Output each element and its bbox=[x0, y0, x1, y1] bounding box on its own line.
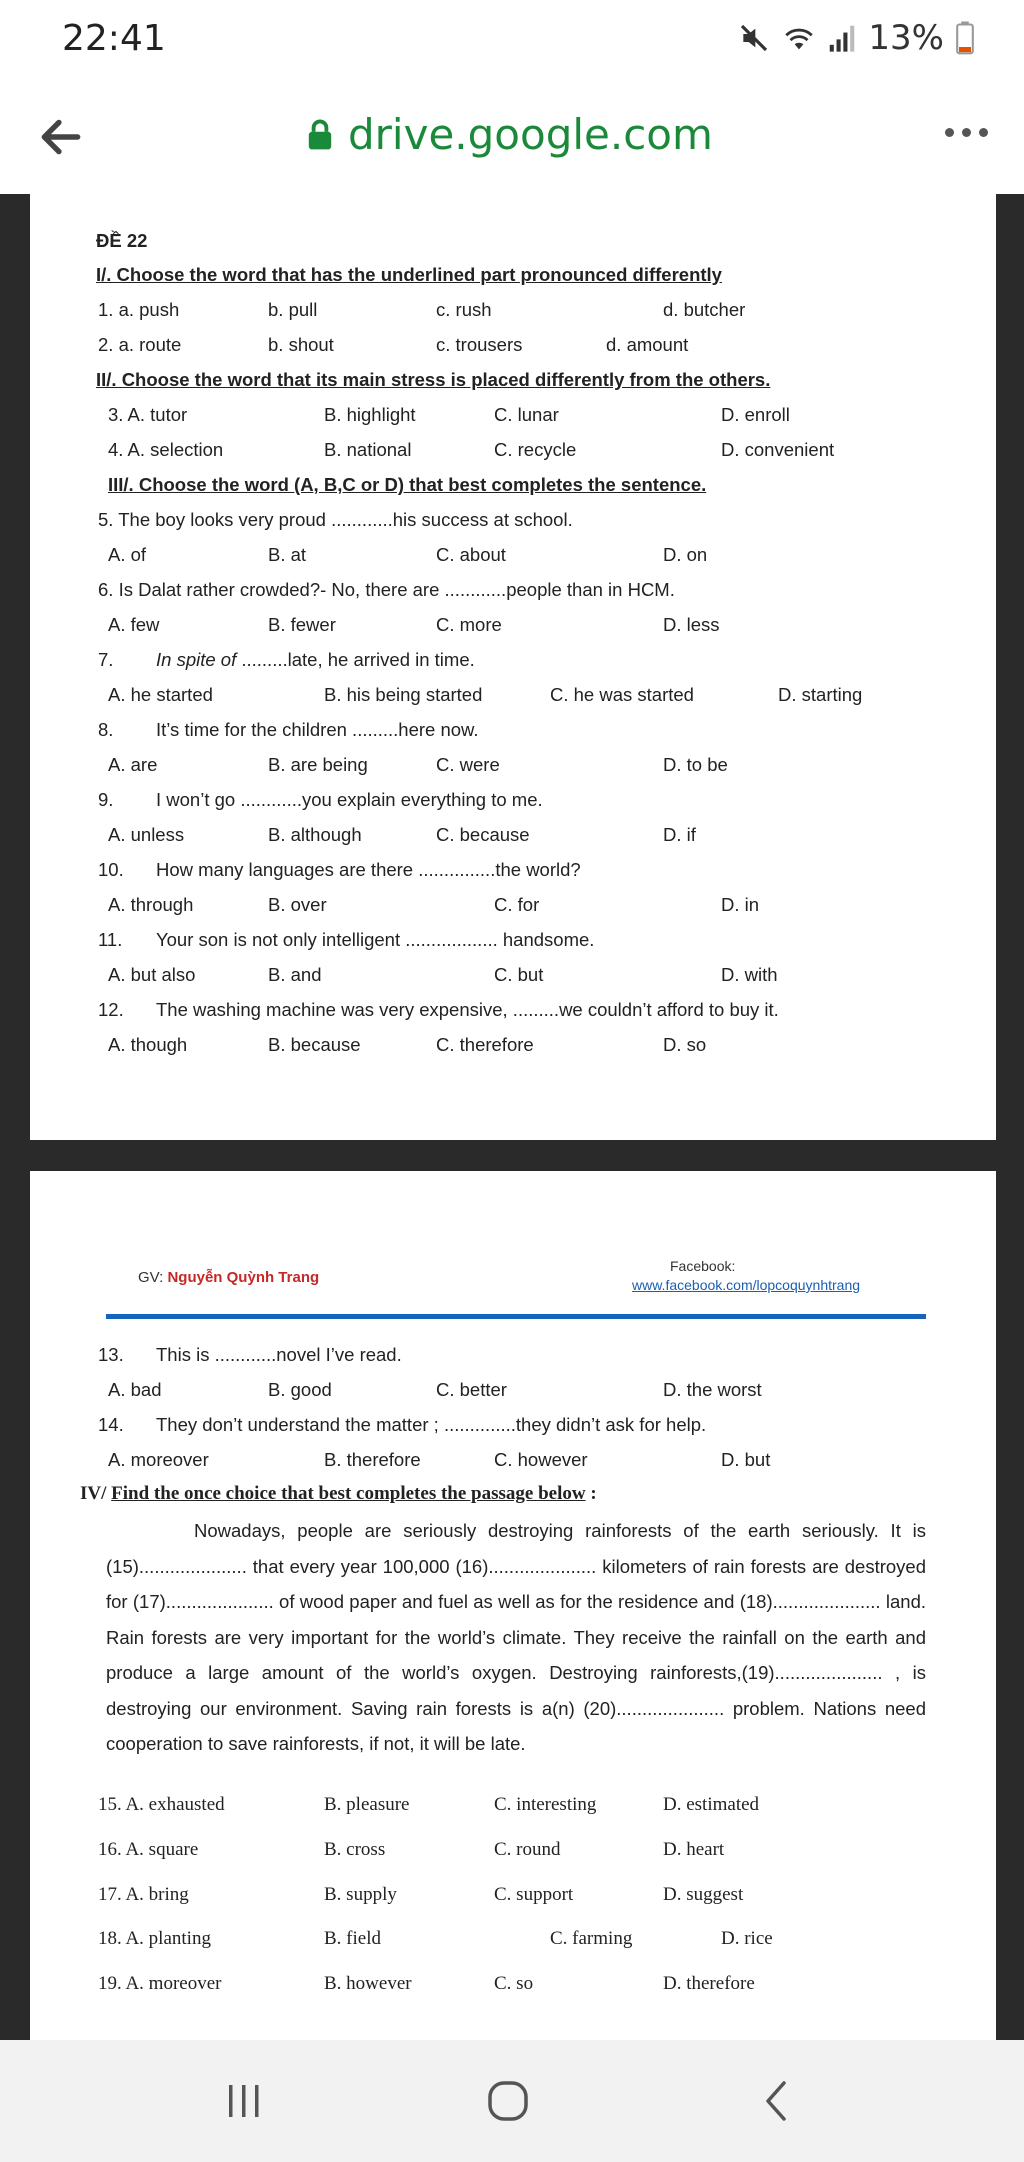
option: B. however bbox=[324, 1973, 412, 1994]
option: d. amount bbox=[606, 334, 689, 355]
question-text: 5. The boy looks very proud ............his success at school. bbox=[98, 509, 573, 530]
option: D. if bbox=[663, 824, 696, 845]
option: C. therefore bbox=[436, 1034, 534, 1055]
option: D. with bbox=[721, 964, 778, 985]
url-text: drive.google.com bbox=[348, 110, 713, 159]
dot-icon bbox=[945, 128, 954, 137]
signal-icon bbox=[828, 23, 856, 53]
option: c. trousers bbox=[436, 334, 523, 355]
status-time: 22:41 bbox=[62, 18, 166, 59]
question-text: How many languages are there ...............the world? bbox=[156, 859, 581, 880]
question-text: In spite of .........late, he arrived in time. bbox=[156, 649, 475, 670]
question-number: 7. bbox=[98, 649, 114, 670]
option: C. more bbox=[436, 614, 502, 635]
status-icons bbox=[738, 18, 974, 58]
option: A. of bbox=[108, 544, 147, 565]
question-text: This is ............novel I’ve read. bbox=[156, 1344, 402, 1365]
option: B. his being started bbox=[324, 684, 483, 705]
option: A. moreover bbox=[108, 1449, 209, 1470]
back-button[interactable] bbox=[36, 112, 86, 162]
recent-apps-icon bbox=[224, 2081, 264, 2121]
option: B. at bbox=[268, 544, 307, 565]
question-text: 6. Is Dalat rather crowded?- No, there are ............people than in HCM. bbox=[98, 579, 675, 600]
option: A. few bbox=[108, 614, 160, 635]
option: C. better bbox=[436, 1379, 507, 1400]
dot-icon bbox=[962, 128, 971, 137]
option: D. starting bbox=[778, 684, 863, 705]
question-text: They don’t understand the matter ; ..............they didn’t ask for help. bbox=[156, 1414, 707, 1435]
option: C. but bbox=[494, 964, 544, 985]
section-4-heading: IV/ Find the once choice that best completes the passage below : bbox=[80, 1483, 597, 1504]
option: 3. A. tutor bbox=[108, 404, 188, 425]
option: C. were bbox=[436, 754, 500, 775]
facebook-link[interactable]: www.facebook.com/lopcoquynhtrang bbox=[632, 1277, 861, 1293]
mute-icon bbox=[738, 22, 770, 54]
document-page-2 bbox=[30, 1171, 996, 2040]
option: A. but also bbox=[108, 964, 196, 985]
option: B. pleasure bbox=[324, 1794, 410, 1815]
question-number: 13. bbox=[98, 1344, 124, 1365]
option: 18. A. planting bbox=[98, 1928, 211, 1949]
option: B. field bbox=[324, 1928, 381, 1949]
option: A. are bbox=[108, 754, 158, 775]
option: C. recycle bbox=[494, 439, 577, 460]
back-nav-button[interactable] bbox=[716, 2040, 836, 2162]
option: C. for bbox=[494, 894, 540, 915]
question-number: 8. bbox=[98, 719, 114, 740]
option: B. good bbox=[268, 1379, 332, 1400]
option: 15. A. exhausted bbox=[98, 1794, 225, 1815]
more-options-button[interactable] bbox=[945, 128, 988, 137]
option: B. and bbox=[268, 964, 322, 985]
option: B. therefore bbox=[324, 1449, 421, 1470]
system-navigation-bar bbox=[0, 2040, 1024, 2162]
option: 2. a. route bbox=[98, 334, 182, 355]
option: C. farming bbox=[550, 1928, 633, 1949]
option: 4. A. selection bbox=[108, 439, 224, 460]
option: B. although bbox=[268, 824, 362, 845]
option: 17. A. bring bbox=[98, 1884, 189, 1905]
option: A. though bbox=[108, 1034, 188, 1055]
option: C. because bbox=[436, 824, 530, 845]
document-viewer[interactable] bbox=[0, 194, 1024, 2040]
option: C. interesting bbox=[494, 1794, 597, 1815]
option: B. fewer bbox=[268, 614, 336, 635]
option: A. he started bbox=[108, 684, 213, 705]
option: D. on bbox=[663, 544, 708, 565]
option: D. heart bbox=[663, 1839, 725, 1860]
option: b. shout bbox=[268, 334, 334, 355]
question-number: 12. bbox=[98, 999, 124, 1020]
document-page-1 bbox=[30, 194, 996, 1140]
option: B. highlight bbox=[324, 404, 416, 425]
wifi-icon bbox=[782, 23, 816, 53]
question-text: The washing machine was very expensive, .........we couldn’t afford to buy it. bbox=[156, 999, 779, 1020]
option: D. estimated bbox=[663, 1794, 760, 1815]
facebook-label: Facebook: bbox=[670, 1258, 736, 1274]
option: C. about bbox=[436, 544, 506, 565]
question-number: 14. bbox=[98, 1414, 124, 1435]
option: C. round bbox=[494, 1839, 561, 1860]
browser-toolbar bbox=[0, 80, 1024, 195]
option: A. through bbox=[108, 894, 194, 915]
teacher-credit: GV: Nguyễn Quỳnh Trang bbox=[138, 1269, 320, 1286]
option: B. cross bbox=[324, 1839, 386, 1860]
question-number: 11. bbox=[98, 929, 123, 950]
reading-passage: Nowadays, people are seriously destroying rainforests of the earth seriously. It is (15)..................... that every year 100,000 (16)..................... kilometers of rain forests are destroyed for (17)..................... of wood paper and fuel as well as for the residence and (18)..................... land. Rain forests are very important for the world’s climate. They receive the rainfall on the earth and produce a large amount of the world’s oxygen. Destroying rainforests,(19)..................... , is destroying our environment. Saving rain forests is a(n) (20)..................... problem. Nations need cooperation to save rainforests, if not, it will be late. bbox=[106, 1520, 926, 1754]
section-3-heading: III/. Choose the word (A, B,C or D) that best completes the sentence. bbox=[108, 474, 707, 495]
option: B. because bbox=[268, 1034, 361, 1055]
recent-apps-button[interactable] bbox=[184, 2040, 304, 2162]
battery-icon bbox=[956, 21, 974, 55]
option: D. but bbox=[721, 1449, 771, 1470]
option: B. supply bbox=[324, 1884, 397, 1905]
exam-title: ĐỀ 22 bbox=[96, 230, 148, 251]
section-1-heading: I/. Choose the word that has the underlined part pronounced differently bbox=[96, 264, 722, 285]
header-rule bbox=[106, 1314, 926, 1319]
question-text: Your son is not only intelligent .................. handsome. bbox=[156, 929, 595, 950]
option: D. less bbox=[663, 614, 720, 635]
option: 16. A. square bbox=[98, 1839, 199, 1860]
option: B. national bbox=[324, 439, 412, 460]
lock-icon bbox=[306, 119, 334, 151]
question-number: 10. bbox=[98, 859, 124, 880]
home-icon bbox=[484, 2077, 532, 2125]
option: c. rush bbox=[436, 299, 492, 320]
option: B. over bbox=[268, 894, 327, 915]
battery-percent: 13% bbox=[868, 18, 944, 58]
option: D. in bbox=[721, 894, 760, 915]
option: b. pull bbox=[268, 299, 318, 320]
option: D. the worst bbox=[663, 1379, 762, 1400]
question-text: It’s time for the children .........here now. bbox=[156, 719, 479, 740]
status-bar bbox=[0, 0, 1024, 80]
arrow-left-icon bbox=[36, 112, 86, 162]
option: 19. A. moreover bbox=[98, 1973, 222, 1994]
option: D. therefore bbox=[663, 1973, 755, 1994]
home-button[interactable] bbox=[448, 2040, 568, 2162]
option: C. lunar bbox=[494, 404, 559, 425]
option: D. so bbox=[663, 1034, 707, 1055]
question-text: I won’t go ............you explain everything to me. bbox=[156, 789, 543, 810]
option: d. butcher bbox=[663, 299, 746, 320]
option: 1. a. push bbox=[98, 299, 180, 320]
option: C. he was started bbox=[550, 684, 694, 705]
section-2-heading: II/. Choose the word that its main stress is placed differently from the others. bbox=[96, 369, 771, 390]
option: A. bad bbox=[108, 1379, 162, 1400]
option: D. rice bbox=[721, 1928, 773, 1949]
option: D. convenient bbox=[721, 439, 835, 460]
option: C. so bbox=[494, 1973, 534, 1994]
question-number: 9. bbox=[98, 789, 114, 810]
address-bar[interactable] bbox=[306, 110, 713, 159]
option: B. are being bbox=[268, 754, 368, 775]
option: D. to be bbox=[663, 754, 728, 775]
option: D. suggest bbox=[663, 1884, 744, 1905]
option: A. unless bbox=[108, 824, 185, 845]
dot-icon bbox=[979, 128, 988, 137]
option: C. support bbox=[494, 1884, 574, 1905]
option: D. enroll bbox=[721, 404, 790, 425]
option: C. however bbox=[494, 1449, 588, 1470]
chevron-left-icon bbox=[756, 2077, 796, 2125]
